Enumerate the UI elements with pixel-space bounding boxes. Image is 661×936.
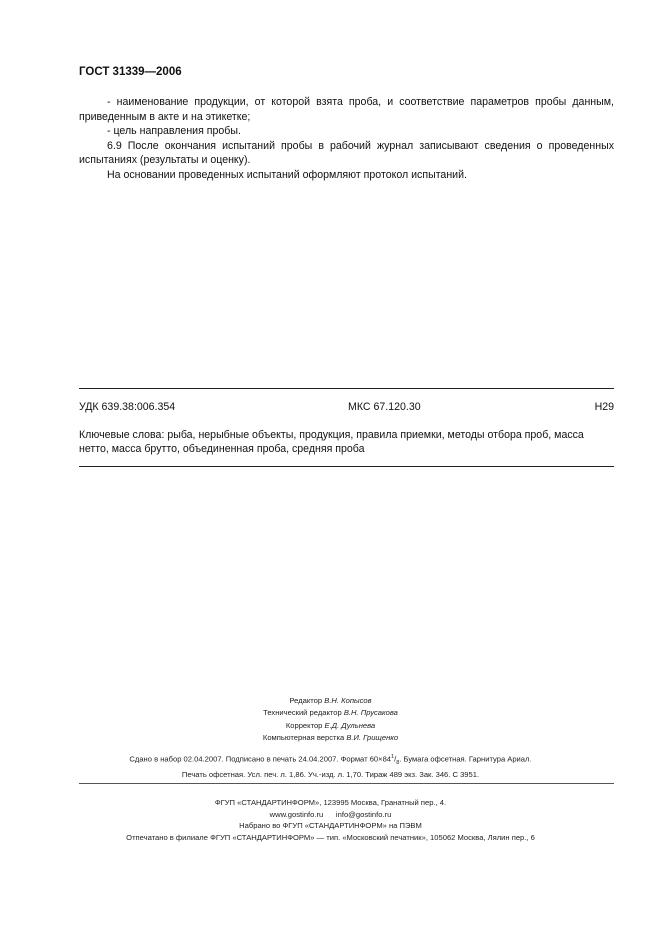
publisher-address: ФГУП «СТАНДАРТИНФОРМ», 123995 Москва, Гранатный пер., 4.: [214, 798, 447, 807]
divider-bottom: [79, 466, 614, 467]
body-text: [79, 95, 614, 183]
credit-layout: Компьютерная верстка В.И. Грищенко: [262, 733, 399, 743]
credit-tech-editor: Технический редактор В.Н. Прусакова: [263, 708, 398, 718]
paragraph-purpose: - цель направления пробы.: [107, 125, 241, 138]
keywords: Ключевые слова: рыба, нерыбные объекты, продукция, правила приемки, методы отбора проб, масса нетто, масса брутто, объединенная проба, средняя проба: [79, 429, 584, 456]
divider-thin: [79, 783, 614, 784]
print-info-line2: Печать офсетная. Усл. печ. л. 1,86. Уч.-изд. л. 1,70. Тираж 489 экз. Зак. 346. С 3951.: [181, 770, 480, 780]
credits-block: [0, 695, 661, 745]
print-info-line1: Сдано в набор 02.04.2007. Подписано в печать 24.04.2007. Формат $60\times 84^1/_8$. Бумага офсетная. Гарнитура Ариал.: [129, 754, 532, 767]
classification-row: [79, 401, 614, 415]
document-header: ГОСТ 31339—2006: [79, 66, 182, 78]
mks-code: МКС 67.120.30: [348, 401, 421, 413]
publisher-website: www.gostinfo.ru: [269, 809, 324, 819]
paragraph-product-name: - наименование продукции, от которой взята проба, и соответствие параметров пробы данным, приведенным в акте и на этикетке;: [79, 96, 614, 123]
publisher-email: info@gostinfo.ru: [335, 809, 392, 819]
print-info: [0, 751, 661, 781]
udk-code: УДК 639.38:006.354: [79, 401, 176, 413]
paragraph-protocol: На основании проведенных испытаний оформляют протокол испытаний.: [107, 168, 467, 181]
divider-top: [79, 388, 614, 389]
publisher-typeset: Набрано во ФГУП «СТАНДАРТИНФОРМ» на ПЭВМ: [239, 821, 422, 831]
publisher-printed: Отпечатано в филиале ФГУП «СТАНДАРТИНФОРМ» — тип. «Московский печатник», 105062 Москва, Лялин пер., 6: [126, 832, 535, 842]
credit-corrector: Корректор Е.Д. Дульнева: [285, 720, 376, 730]
group-code: Н29: [594, 401, 614, 413]
paragraph-6-9: 6.9 После окончания испытаний пробы в рабочий журнал записывают сведения о проведенных испытаниях (результаты и оценку).: [79, 139, 614, 167]
publisher-contacts: [0, 809, 661, 821]
publisher-block: [0, 797, 661, 843]
credit-editor: Редактор В.Н. Копысов: [289, 696, 372, 705]
